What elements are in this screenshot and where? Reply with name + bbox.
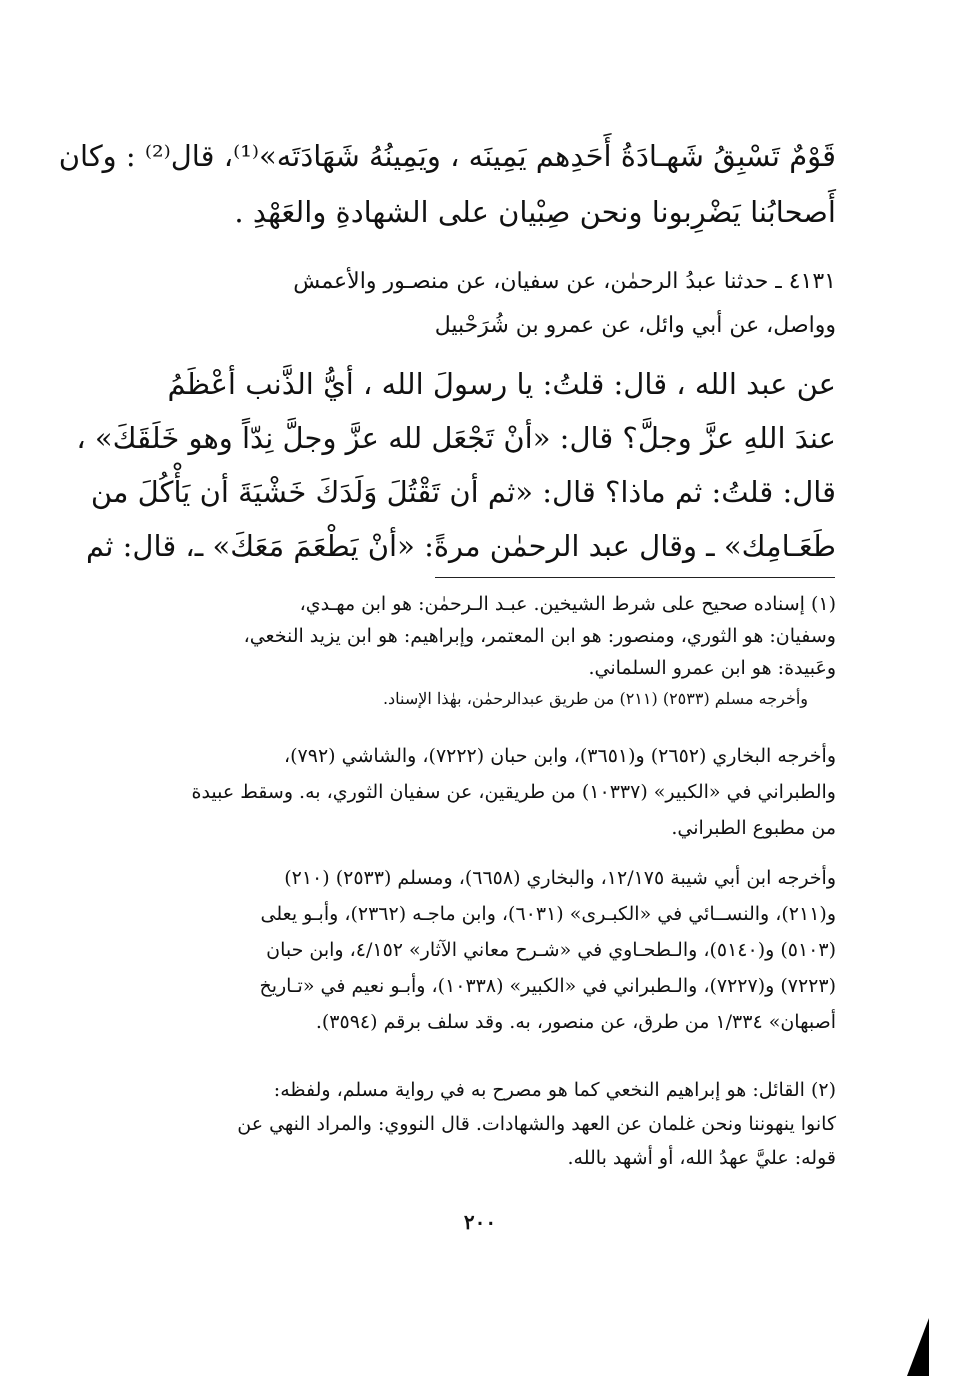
- text-line: (١) إسناده صحيح على شرط الشيخين. عبـد الـرحمٰن: هو ابن مهـدي،: [299, 593, 836, 615]
- text-line: و(٢١١)، والنســائي في «الكبـرى» (٦٠٣١)، وابن ماجـه (٢٣٦٢)، وأبـو يعلى: [260, 903, 836, 925]
- text-line: (٧٢٢٣) و(٧٢٢٧)، والـطبراني في «الكبير» (١٠٣٣٨)، وأبـو نعيم في «تـاريخ: [259, 975, 836, 997]
- text-line: عن عبد الله ، قال: قلتُ: يا رسولَ الله ، أيُّ الذَّنب أعْظَمُ: [167, 367, 836, 401]
- text-line: قوله: عليَّ عهدُ الله، أو أشهد بالله.: [567, 1147, 836, 1169]
- page-number: ٢٠٠: [463, 1210, 497, 1234]
- text-line: (٥١٠٣) و(٥١٤٠)، والـطحـاوي في «شـرح معاني الآثار» ٤/١٥٢، وابن حبان: [266, 939, 836, 961]
- text-line: عندَ اللهِ عزَّ وجلَّ؟ قال: «أنْ تَجْعَل لله عزَّ وجلَّ نِدّاً وهو خَلَقَكَ» ،: [76, 421, 836, 455]
- text-line: قال: قلتُ: ثم ماذا؟ قال: «ثم أن تَقْتُلَ وَلَدَكَ خَشْيَةَ أن يَأْكُلَ من: [90, 475, 836, 509]
- text-line: وأخرجه ابن أبي شيبة ١٢/١٧٥، والبخاري (٦٦٥٨)، ومسلم (٢٥٣٣) (٢١٠): [284, 867, 836, 889]
- page-corner-mark: [907, 1318, 929, 1376]
- text-line: (٢) القائل: هو إبراهيم النخعي كما هو مصرح به في رواية مسلم، ولفظه:: [273, 1079, 836, 1101]
- text-line: وسفيان: هو الثوري، ومنصور: هو ابن المعتمر، وإبراهيم: هو ابن يزيد النخعي،: [243, 625, 836, 647]
- text-line: وواصل، عن أبي وائل، عن عمرو بن شُرَحْبيل: [434, 313, 836, 338]
- text-line: ٤١٣١ ـ حدثنا عبدُ الرحمٰن، عن سفيان، عن منصـور والأعمش: [293, 269, 836, 294]
- text-line: كانوا ينهوننا ونحن غلمان عن العهد والشهادات. قال النووي: والمراد النهي عن: [237, 1113, 836, 1135]
- text-line: والطبراني في «الكبير» (١٠٣٣٧) من طريقين، عن سفيان الثوري، به. وسقط عبيدة: [191, 781, 836, 803]
- text-line: طَعَـامِك» ـ وقال عبد الرحمٰن مرةً: «أنْ يَطْعَمَ مَعَكَ» ـ، قال: ثم: [86, 529, 836, 563]
- text-line: قَوْمٌ تَسْبِقُ شَهـادَةُ أَحَدِهم يَمِينَه ، ويَمِينُهُ شَهَادَتَه»⁽¹⁾، قال⁽²⁾ : وكان: [58, 139, 836, 173]
- text-line: وعَبيدة: هو ابن عمرو السلماني.: [588, 657, 836, 679]
- text-line: أصبهان» ١/٣٣٤ من طرق، عن منصور، به. وقد سلف برقم (٣٥٩٤).: [315, 1011, 836, 1033]
- text-line: أَصحابُنا يَضْرِبونا ونحن صِبْيان على الشهادةِ والعَهْدِ .: [234, 195, 836, 229]
- text-line: وأخرجه مسلم (٢٥٣٣) (٢١١) من طريق عبدالرحمٰن، بهٰذا الإسناد.: [382, 689, 808, 708]
- text-line: من مطبوع الطبراني.: [671, 817, 836, 839]
- text-line: وأخرجه البخاري (٢٦٥٢) و(٣٦٥١)، وابن حبان (٧٢٢٢)، والشاشي (٧٩٢)،: [283, 745, 836, 767]
- footnote-separator: [435, 577, 835, 578]
